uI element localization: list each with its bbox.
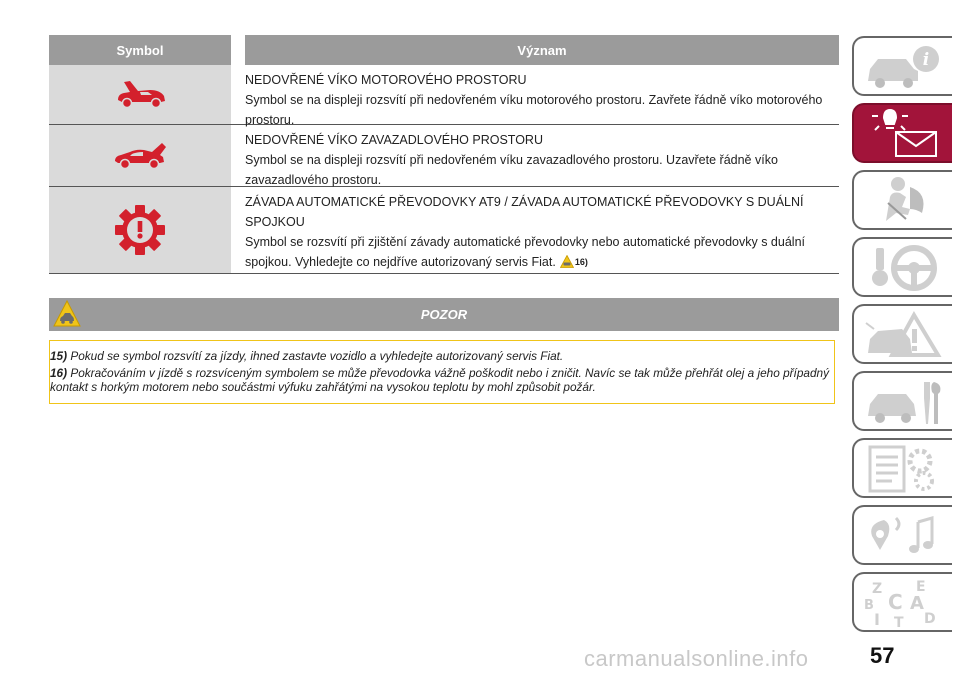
row-description <box>245 65 839 127</box>
symbol-cell <box>49 65 231 124</box>
symbol-cell <box>49 187 231 273</box>
car-crash-warning-icon <box>862 309 946 361</box>
note-number: 16) <box>50 366 68 380</box>
row-title: NEDOVŘENÉ VÍKO ZAVAZADLOVÉHO PROSTORU <box>245 133 543 147</box>
tab-index[interactable] <box>852 572 952 632</box>
tab-starting-driving[interactable] <box>852 237 952 297</box>
multimedia-music-icon <box>862 510 946 562</box>
note-number: 15) <box>50 349 68 363</box>
index-letter: C <box>888 590 903 614</box>
row-title: ZÁVADA AUTOMATICKÉ PŘEVODOVKY AT9 / ZÁVADA AUTOMATICKÉ PŘEVODOVKY S DUÁLNÍ SPOJKOU <box>245 195 804 229</box>
reference-mark[interactable]: 16) <box>574 257 588 267</box>
car-tools-icon <box>862 376 946 428</box>
table-row <box>49 187 839 274</box>
car-trunk-open-icon <box>110 140 170 172</box>
row-text: Symbol se na displeji rozsvítí při nedovřeném víku zavazadlového prostoru. Uzavřete řádně víko zavazadlového prostoru. <box>245 153 778 187</box>
index-letter: E <box>916 579 926 595</box>
key-steering-wheel-icon <box>862 242 946 294</box>
warning-header <box>49 298 839 331</box>
specifications-gears-icon <box>862 443 946 495</box>
header-symbol: Symbol <box>116 42 164 58</box>
symbol-cell <box>49 125 231 186</box>
table-header <box>49 35 839 65</box>
warning-light-message-icon <box>862 108 946 160</box>
header-meaning: Význam <box>517 42 567 58</box>
page-number: 57 <box>870 643 895 668</box>
index-letter: D <box>924 611 936 627</box>
alphabetical-index-icon <box>862 577 946 629</box>
warning-title: POZOR <box>420 307 468 322</box>
row-text: Symbol se na displeji rozsvítí při nedovřeném víku motorového prostoru. Zavřete řádně víko motorového prostoru. <box>245 93 823 127</box>
warning-lights-table <box>49 35 839 274</box>
table-row <box>49 125 839 187</box>
tab-maintenance[interactable] <box>852 371 952 431</box>
warning-note <box>50 366 834 394</box>
index-letter: T <box>894 615 904 629</box>
tab-warning-lights[interactable] <box>852 103 952 163</box>
tab-emergency[interactable] <box>852 304 952 364</box>
warning-notes <box>49 340 835 404</box>
index-letter: I <box>874 610 880 629</box>
note-text: Pokud se symbol rozsvítí za jízdy, ihned zastavte vozidlo a vyhledejte autorizovaný servis Fiat. <box>70 349 564 363</box>
caution-icon <box>560 254 574 274</box>
row-title: NEDOVŘENÉ VÍKO MOTOROVÉHO PROSTORU <box>245 73 527 87</box>
index-letter: Z <box>872 581 883 597</box>
tab-car-info[interactable] <box>852 36 952 96</box>
tab-technical-data[interactable] <box>852 438 952 498</box>
tab-safety[interactable] <box>852 170 952 230</box>
chapter-tabs <box>852 36 956 639</box>
tab-multimedia[interactable] <box>852 505 952 565</box>
row-description <box>245 125 839 186</box>
car-hood-open-icon <box>110 79 170 111</box>
table-row <box>49 65 839 125</box>
row-text: Symbol se rozsvítí při zjištění závady automatické převodovky nebo automatické převodovky s duální spojkou. Vyhledejte co nejdříve autorizovaný servis Fiat. <box>245 235 805 269</box>
watermark: carmanualsonline.info <box>584 646 809 671</box>
index-letter: B <box>864 598 874 613</box>
seat-airbag-icon <box>862 175 946 227</box>
gearbox-fault-icon <box>113 203 167 257</box>
index-letter: A <box>910 593 924 614</box>
note-text: Pokračováním v jízdě s rozsvíceným symbolem se může převodovka vážně poškodit nebo i zničit. Navíc se tak může přehřát olej a jeho případný kontakt s horkým motorem nebo součástmi výfuku zahřátými na vysokou teplotu by mohl způsobit požár. <box>50 366 829 394</box>
car-info-icon <box>862 41 946 93</box>
svg-text:i: i <box>922 50 930 70</box>
warning-note <box>50 349 834 363</box>
row-description <box>245 187 839 273</box>
